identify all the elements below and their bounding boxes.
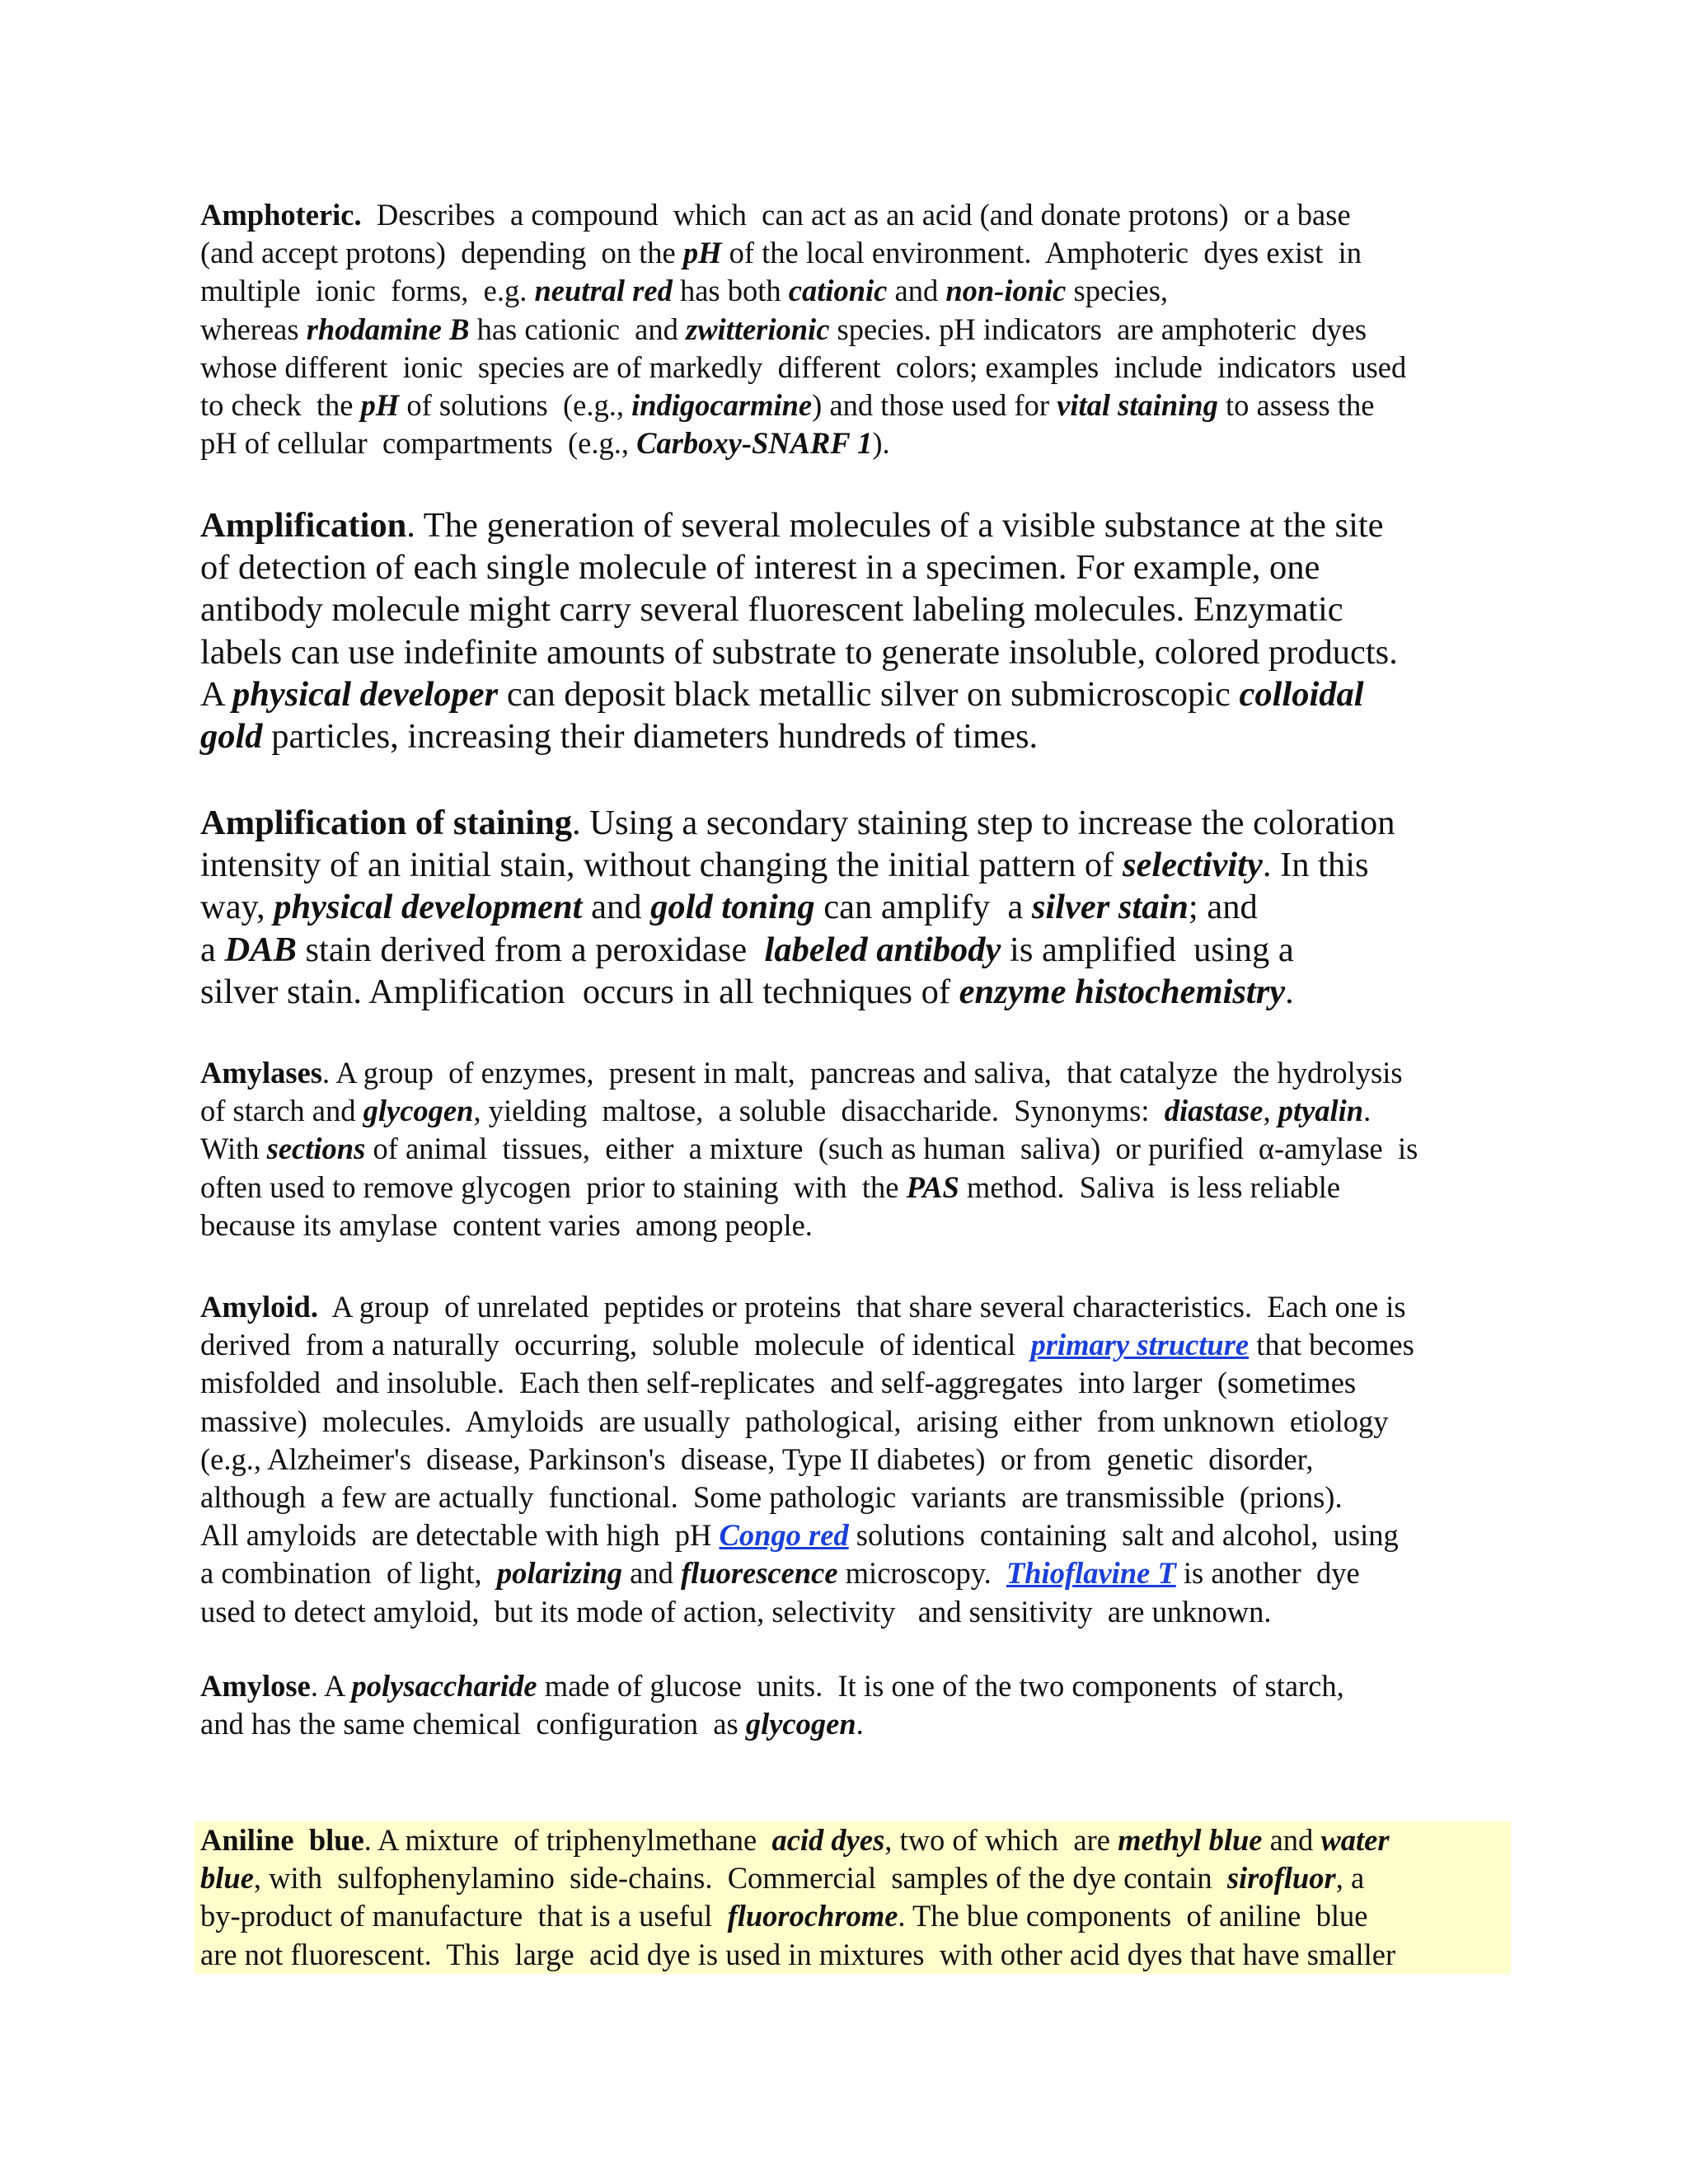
cross-reference: neutral red [534, 274, 673, 308]
cross-reference: fluorescence [680, 1556, 838, 1591]
cross-reference: polysaccharide [351, 1669, 537, 1703]
cross-reference: gold [200, 717, 263, 757]
body-text: microscopy. [837, 1556, 1006, 1591]
body-text: . [856, 1707, 864, 1741]
cross-reference: cationic [788, 274, 888, 308]
body-text: , with sulfophenylamino side-chains. Commercial samples of the dye contain [253, 1861, 1227, 1896]
body-text: , two of which are [884, 1823, 1118, 1857]
term-heading: Amplification [200, 506, 407, 545]
cross-reference: glycogen [745, 1707, 856, 1741]
body-text: is amplified using a [1001, 930, 1294, 969]
entry-amylose [200, 1667, 1498, 1743]
body-text: massive) molecules. Amyloids are usually pathological, arising either from unknown etiology [200, 1404, 1389, 1438]
entry-amyloid [200, 1288, 1498, 1631]
cross-reference: polarizing [496, 1556, 623, 1591]
body-text: stain derived from a peroxidase [296, 930, 765, 969]
body-text: of starch and [200, 1094, 363, 1128]
body-text: (e.g., Alzheimer's disease, Parkinson's disease, Type II diabetes) or from genetic disorder, [200, 1441, 1314, 1476]
body-text: , a [1335, 1861, 1365, 1896]
cross-reference: rhodamine B [306, 312, 470, 346]
entry-amphoteric [200, 196, 1498, 462]
body-text: is another dye [1175, 1556, 1360, 1591]
body-text: because its amylase content varies among people. [200, 1207, 813, 1242]
body-text: and [622, 1556, 681, 1591]
cross-reference: water [1320, 1823, 1390, 1857]
cross-reference: fluorochrome [727, 1899, 898, 1933]
body-text: of the local environment. Amphoteric dyes exist in [721, 236, 1362, 270]
body-text: of detection of each single molecule of interest in a specimen. For example, one [200, 548, 1320, 588]
body-text: . A group of enzymes, present in malt, pancreas and saliva, that catalyze the hydrolysis [322, 1056, 1403, 1090]
body-text: often used to remove glycogen prior to staining with the [200, 1169, 907, 1204]
term-heading: Amylose [200, 1669, 311, 1703]
cross-reference: ptyalin [1278, 1094, 1364, 1128]
body-text: silver stain. Amplification occurs in all techniques of [200, 972, 959, 1011]
body-text: a [200, 930, 225, 969]
body-text: of animal tissues, either a mixture (such as human saliva) or purified α-amylase is [365, 1132, 1418, 1166]
body-text: intensity of an initial stain, without changing the initial pattern of [200, 846, 1123, 885]
body-text: and [582, 888, 651, 927]
cross-reference: blue [200, 1861, 254, 1896]
body-text: whose different ionic species are of markedly different colors; examples include indicators used [200, 349, 1407, 384]
body-text: multiple ionic forms, e.g. [200, 274, 535, 308]
entry-amplification [200, 504, 1498, 757]
cross-reference: pH [682, 236, 722, 270]
cross-reference: vital staining [1057, 388, 1218, 423]
body-text: of solutions (e.g., [399, 388, 632, 423]
body-text: a combination of light, [200, 1556, 497, 1591]
term-heading: Amyloid. [200, 1290, 318, 1324]
cross-reference: acid dyes [771, 1823, 885, 1857]
term-heading: Amphoteric. [200, 198, 362, 232]
body-text: method. Saliva is less reliable [959, 1169, 1341, 1204]
body-text: particles, increasing their diameters hundreds of times. [262, 717, 1039, 757]
body-text: by-product of manufacture that is a useful [200, 1899, 728, 1933]
cross-reference: zwitterionic [685, 312, 830, 346]
body-text: and has the same chemical configuration as [200, 1707, 746, 1741]
entry-amylases [200, 1054, 1498, 1244]
body-text: (and accept protons) depending on the [200, 236, 683, 270]
body-text: ; and [1188, 888, 1258, 927]
body-text: , [1263, 1094, 1278, 1128]
body-text: whereas [200, 312, 307, 346]
cross-reference: gold toning [650, 888, 815, 927]
body-text: and [1262, 1823, 1321, 1857]
cross-reference: diastase [1164, 1094, 1264, 1128]
body-text: . Using a secondary staining step to increase the coloration [572, 804, 1395, 842]
body-text: has both [672, 274, 789, 308]
hyperlink[interactable]: Thioflavine T [1006, 1556, 1176, 1591]
entry-amplification-of-staining [200, 802, 1498, 1013]
body-text: A group of unrelated peptides or proteins that share several characteristics. Each one is [317, 1290, 1406, 1324]
body-text: used to detect amyloid, but its mode of action, selectivity and sensitivity are unknown. [200, 1594, 1272, 1629]
body-text: to check the [200, 388, 361, 423]
body-text: . The blue components of aniline blue [898, 1899, 1368, 1933]
body-text: All amyloids are detectable with high pH [200, 1518, 720, 1553]
body-text: made of glucose units. It is one of the two components of starch, [537, 1669, 1344, 1703]
body-text: can deposit black metallic silver on submicroscopic [498, 674, 1240, 714]
body-text: although a few are actually functional. Some pathologic variants are transmissible (prions). [200, 1480, 1343, 1515]
body-text: ) and those used for [812, 388, 1057, 423]
cross-reference: sections [266, 1132, 366, 1166]
body-text: and [887, 274, 946, 308]
body-text: has cationic and [469, 312, 686, 346]
term-heading: Amylases [200, 1056, 323, 1090]
cross-reference: PAS [906, 1169, 959, 1204]
entry-aniline-blue [195, 1821, 1511, 1974]
cross-reference: colloidal [1239, 674, 1364, 714]
cross-reference: physical development [274, 888, 583, 927]
body-text: With [200, 1132, 267, 1166]
body-text: . [1363, 1094, 1372, 1128]
hyperlink[interactable]: Congo red [719, 1518, 849, 1553]
body-text: that becomes [1249, 1328, 1414, 1362]
cross-reference: pH [360, 388, 400, 423]
body-text: to assess the [1217, 388, 1375, 423]
hyperlink[interactable]: primary structure [1030, 1328, 1250, 1362]
body-text: . The generation of several molecules of a visible substance at the site [406, 506, 1384, 545]
cross-reference: silver stain [1031, 888, 1189, 927]
body-text: , yielding maltose, a soluble disaccharide. Synonyms: [473, 1094, 1165, 1128]
cross-reference: sirofluor [1226, 1861, 1336, 1896]
cross-reference: non-ionic [945, 274, 1067, 308]
body-text: . A mixture of triphenylmethane [363, 1823, 772, 1857]
cross-reference: glycogen [363, 1094, 474, 1128]
cross-reference: Carboxy-SNARF 1 [636, 426, 873, 461]
body-text: ). [872, 426, 890, 461]
cross-reference: indigocarmine [631, 388, 813, 423]
body-text: pH of cellular compartments (e.g., [200, 426, 637, 461]
body-text: species, [1066, 274, 1169, 308]
cross-reference: DAB [224, 930, 297, 969]
body-text: derived from a naturally occurring, soluble molecule of identical [200, 1328, 1031, 1362]
cross-reference: labeled antibody [764, 930, 1001, 969]
body-text: solutions containing salt and alcohol, using [848, 1518, 1399, 1553]
cross-reference: enzyme histochemistry [959, 972, 1286, 1011]
body-text: A [200, 674, 232, 714]
body-text: labels can use indefinite amounts of substrate to generate insoluble, colored products. [200, 632, 1398, 672]
body-text: Describes a compound which can act as an acid (and donate protons) or a base [361, 198, 1351, 232]
body-text: way, [200, 888, 274, 927]
cross-reference: physical developer [232, 674, 499, 714]
body-text: . A [310, 1669, 352, 1703]
body-text: can amplify a [814, 888, 1032, 927]
body-text: species. pH indicators are amphoteric dyes [829, 312, 1367, 346]
body-text: . [1285, 972, 1294, 1011]
term-heading: Amplification of staining [200, 804, 573, 842]
body-text: are not fluorescent. This large acid dye is used in mixtures with other acid dyes that have smaller [200, 1937, 1396, 1971]
body-text: . In this [1262, 846, 1369, 885]
cross-reference: methyl blue [1118, 1823, 1263, 1857]
body-text: antibody molecule might carry several fluorescent labeling molecules. Enzymatic [200, 590, 1343, 630]
term-heading: Aniline blue [200, 1823, 364, 1857]
cross-reference: selectivity [1122, 846, 1263, 885]
body-text: misfolded and insoluble. Each then self-replicates and self-aggregates into larger (sometimes [200, 1366, 1357, 1400]
